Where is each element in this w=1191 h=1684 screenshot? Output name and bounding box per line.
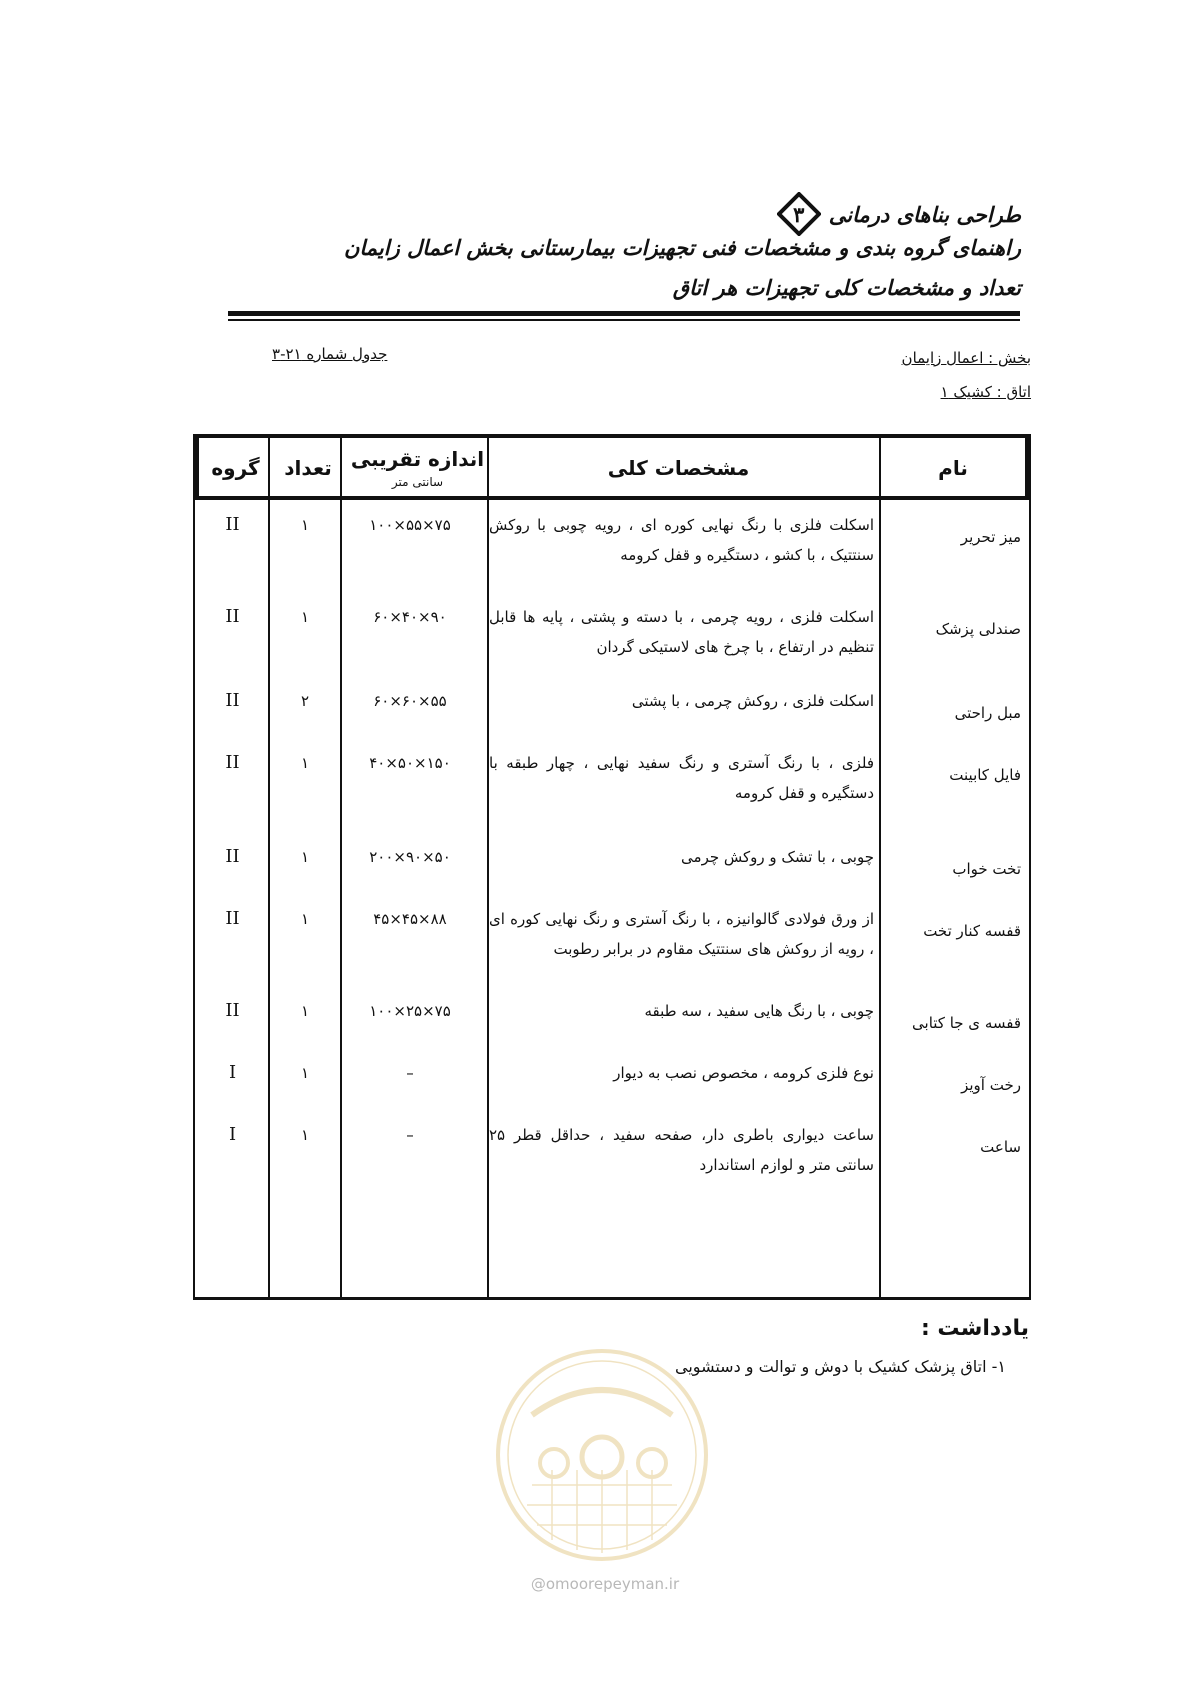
header-rule-thin <box>228 319 1020 321</box>
item-count: ۱ <box>300 754 310 772</box>
item-name: قفسه کنار تخت <box>923 922 1021 940</box>
item-spec: نوع فلزی کرومه ، مخصوص نصب به دیوار <box>613 1064 874 1082</box>
item-group: II <box>225 908 240 929</box>
item-count: ۱ <box>300 1126 310 1144</box>
note-item: ۱- اتاق پزشک کشیک با دوش و توالت و دستشویی <box>675 1357 1006 1376</box>
item-name: ساعت <box>980 1138 1021 1156</box>
equipment-table <box>193 434 1031 1300</box>
item-name: مبل راحتی <box>954 704 1021 722</box>
item-group: I <box>228 1124 237 1145</box>
chapter-number: ۳ <box>793 201 805 227</box>
header-size-unit: سانتی متر <box>391 475 444 489</box>
item-spec: ساعت دیواری باطری دار، صفحه سفید ، حداقل قطر ۲۵ سانتی متر و لوازم استاندارد <box>489 1126 874 1174</box>
table-header <box>195 434 1029 500</box>
item-group: II <box>225 1000 240 1021</box>
item-group: II <box>225 606 240 627</box>
item-size: ۱۰۰×۲۵×۷۵ <box>369 1002 451 1020</box>
item-size: ۴۰×۵۰×۱۵۰ <box>369 754 451 772</box>
item-spec: از ورق فولادی گالوانیزه ، با رنگ آستری و رنگ نهایی کوره ای ، رویه از روکش های سنتتیک مقاوم در برابر رطوبت <box>489 910 874 958</box>
item-count: ۲ <box>300 692 310 710</box>
item-count: ۱ <box>300 848 310 866</box>
item-size: ۶۰×۶۰×۵۵ <box>373 692 447 710</box>
item-group: I <box>228 1062 237 1083</box>
watermark-url: @omoorepeyman.ir <box>530 1575 680 1593</box>
item-count: ۱ <box>300 608 310 626</box>
item-spec: چوبی ، با رنگ هایی سفید ، سه طبقه <box>644 1002 874 1020</box>
header-name: نام <box>938 456 968 480</box>
item-group: II <box>225 752 240 773</box>
item-spec: اسکلت فلزی با رنگ نهایی کوره ای ، رویه چوبی با روکش سنتتیک ، با کشو ، دستگیره و قفل کرومه <box>489 516 874 564</box>
item-name: تخت خواب <box>952 860 1021 878</box>
section-subtitle: تعداد و مشخصات کلی تجهیزات هر اتاق <box>672 275 1021 300</box>
header-size-label: اندازه تقریبی <box>350 447 485 471</box>
item-count: ۱ <box>300 910 310 928</box>
watermark-logo-icon <box>492 1345 712 1565</box>
item-group: II <box>225 846 240 867</box>
header-size <box>344 438 491 498</box>
department-label: بخش : اعمال زایمان <box>901 349 1031 367</box>
item-spec: اسکلت فلزی ، رویه چرمی ، با دسته و پشتی ، پایه ها قابل تنظیم در ارتفاع ، با چرخ های لاستیکی گردان <box>489 608 874 656</box>
header-spec: مشخصات کلی <box>607 456 750 480</box>
item-group: II <box>225 690 240 711</box>
book-title <box>777 192 1021 236</box>
item-size: ۶۰×۴۰×۹۰ <box>373 608 447 626</box>
table-number: جدول شماره ۲۱-۳ <box>272 345 388 363</box>
item-count: ۱ <box>300 516 310 534</box>
header-rule-thick <box>228 311 1020 316</box>
item-spec: چوبی ، با تشک و روکش چرمی <box>681 848 874 866</box>
item-size: – <box>406 1126 414 1144</box>
item-name: میز تحریر <box>960 528 1021 546</box>
item-count: ۱ <box>300 1002 310 1020</box>
item-spec: اسکلت فلزی ، روکش چرمی ، با پشتی <box>631 692 874 710</box>
item-size: ۲۰۰×۹۰×۵۰ <box>369 848 451 866</box>
item-name: قفسه ی جا کتابی <box>912 1014 1021 1032</box>
item-name: صندلی پزشک <box>935 620 1021 638</box>
item-name: رخت آویز <box>961 1076 1021 1094</box>
column-divider <box>879 434 881 1297</box>
note-title: یادداشت : <box>920 1316 1029 1341</box>
item-count: ۱ <box>300 1064 310 1082</box>
item-size: – <box>406 1064 414 1082</box>
item-group: II <box>225 514 240 535</box>
item-name: فایل کابینت <box>949 766 1021 784</box>
guide-title: راهنمای گروه بندی و مشخصات فنی تجهیزات بیمارستانی بخش اعمال زایمان <box>343 235 1021 260</box>
header-count: تعداد <box>284 456 332 480</box>
item-size: ۴۵×۴۵×۸۸ <box>373 910 447 928</box>
item-size: ۱۰۰×۵۵×۷۵ <box>369 516 451 534</box>
item-spec: فلزی ، با رنگ آستری و رنگ سفید نهایی ، چهار طبقه با دستگیره و قفل کرومه <box>489 754 874 802</box>
chapter-badge-icon <box>777 192 821 236</box>
header-group: گروه <box>211 456 260 480</box>
book-title-text: طراحی بناهای درمانی <box>828 201 1021 227</box>
room-label: اتاق : کشیک ۱ <box>940 383 1031 401</box>
